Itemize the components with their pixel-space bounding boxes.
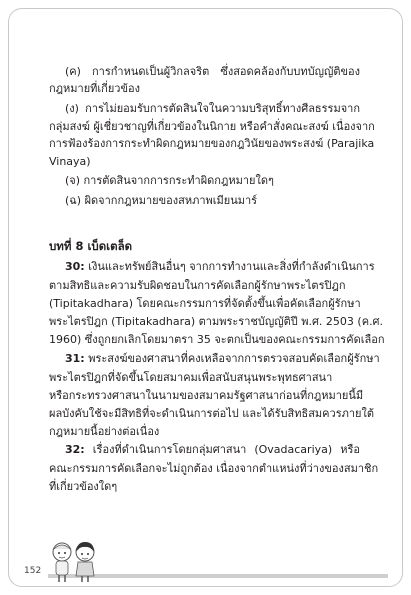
clause-c-line-2: กฎหมายที่เกี่ยวข้อง [49, 82, 140, 95]
section-31-line-5: กฎหมายนี้อย่างต่อเนื่อง [49, 425, 160, 438]
section-30-line-5: 1960) ซึ่งถูกยกเลิกโดยมาตรา 35 จะตกเป็นของคณะกรรมการคัดเลือก [49, 333, 385, 346]
clause-d-line-3: การฟ้องร้องการกระทำผิดกฎหมายของกฎวินัยของพระสงฆ์ (Parajika [49, 137, 375, 150]
section-31-line-3: หรือกระทรวงศาสนาในนามของสมาคมรัฐศาสนาก่อนที่กฎหมายนี้มี [49, 389, 364, 402]
child-mascots-icon [44, 540, 104, 584]
section-number: 31: [65, 352, 85, 365]
section-31-line-1 [65, 352, 380, 366]
section-30-line-3: (Tipitakadhara) โดยคณะกรรมการที่จัดตั้งขึ้นเพื่อคัดเลือกผู้รักษา [49, 297, 361, 310]
section-32-line-3: ที่เกี่ยวข้องใดๆ [49, 480, 118, 493]
book-page [8, 8, 403, 587]
clause-f: (ฉ) ผิดจากกฎหมายของสหภาพเมียนมาร์ [65, 194, 258, 207]
section-31-line-4: ผลบังคับใช้จะมีสิทธิที่จะดำเนินการต่อไป และได้รับสิทธิสมควรภายใต้ [49, 407, 375, 420]
section-30-line-4: พระไตรปิฎก (Tipitakadhara) ตามพระราชบัญญัติปี พ.ศ. 2503 (ค.ศ. [49, 315, 384, 328]
section-text: เรื่องที่ดำเนินการโดยกลุ่มศาสนา (Ovadacariya) หรือ [92, 443, 361, 456]
clause-d-line-1: (ง) การไม่ยอมรับการตัดสินใจในความบริสุทธิ์ทางศีลธรรมจาก [65, 102, 360, 115]
section-30-line-1 [65, 260, 375, 274]
section-32-line-2: คณะกรรมการคัดเลือกจะไม่ถูกต้อง เนื่องจากตำแหน่งที่ว่างของสมาชิก [49, 462, 379, 475]
clause-d-line-2: กลุ่มสงฆ์ ผู้เชี่ยวชาญที่เกี่ยวข้องในนิกาย หรือคำสั่งคณะสงฆ์ เนื่องจาก [49, 120, 375, 133]
clause-c-line-1: (ค) การกำหนดเป็นผู้วิกลจริต ซึ่งสอดคล้องกับบทบัญญัติของ [65, 65, 360, 78]
section-number: 32: [65, 443, 85, 456]
section-30-line-2: ตามสิทธิและความรับผิดชอบในการคัดเลือกผู้รักษาพระไตรปิฎก [49, 279, 346, 292]
chapter-title: บทที่ 8 เบ็ดเตล็ด [49, 239, 133, 253]
page-number: 152 [24, 566, 42, 576]
clause-e: (จ) การตัดสินจากการกระทำผิดกฎหมายใดๆ [65, 174, 274, 187]
section-text: พระสงฆ์ของศาสนาที่คงเหลือจากการตรวจสอบคัดเลือกผู้รักษา [88, 352, 380, 365]
section-number: 30: [65, 260, 85, 273]
clause-d-line-4: Vinaya) [49, 155, 91, 168]
section-32-line-1 [65, 443, 360, 457]
section-text: เงินและทรัพย์สินอื่นๆ จากการทำงานและสิ่งที่กำลังดำเนินการ [88, 260, 375, 273]
section-31-line-2: พระไตรปิฎกที่จัดขึ้นโดยสมาคมเพื่อสนับสนุนพระพุทธศาสนา [49, 371, 333, 384]
